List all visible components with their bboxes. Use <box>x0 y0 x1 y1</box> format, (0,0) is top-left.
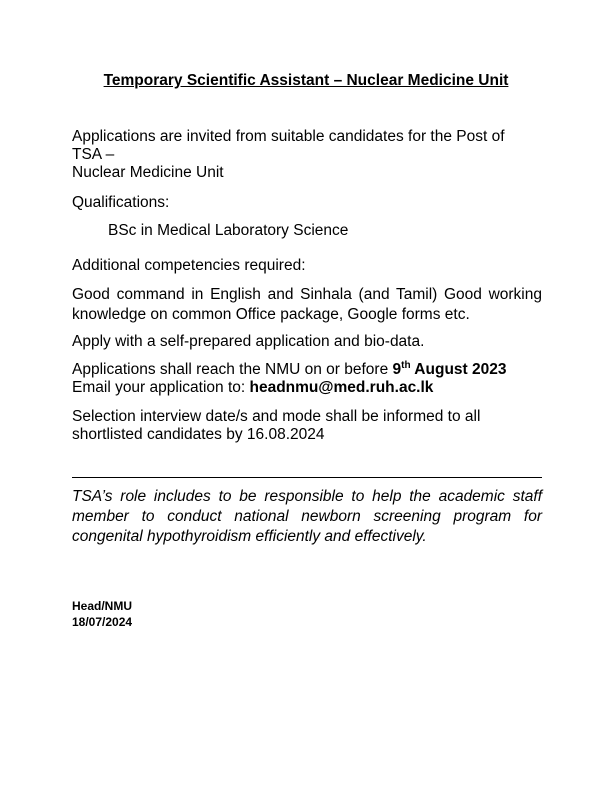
apply-paragraph <box>72 333 542 351</box>
deadline-paragraph <box>72 361 542 397</box>
selection-paragraph <box>72 408 542 444</box>
qualification-item-text: BSc in Medical Laboratory Science <box>108 222 349 239</box>
competencies-heading-text: Additional competencies required: <box>72 257 306 274</box>
signature-block <box>72 598 132 630</box>
deadline-day: 9 <box>392 361 402 378</box>
qualifications-heading-text: Qualifications: <box>72 194 170 211</box>
page-title: Temporary Scientific Assistant – Nuclear Medicine Unit <box>103 72 509 89</box>
competencies-paragraph <box>72 285 542 325</box>
deadline-prefix: Applications shall reach the NMU on or before <box>72 361 393 378</box>
qualifications-heading <box>72 194 542 212</box>
selection-line-2: shortlisted candidates by 16.08.2024 <box>72 426 325 443</box>
intro-line-1: Applications are invited from suitable candidates for the Post of <box>72 128 505 145</box>
qualification-item <box>72 222 578 240</box>
deadline-suffix: th <box>401 359 411 371</box>
intro-paragraph <box>72 128 542 182</box>
deadline-line <box>72 361 542 379</box>
intro-line-2: TSA – <box>72 146 115 163</box>
apply-text: Apply with a self-prepared application and bio-data. <box>72 333 425 350</box>
signature-name: Head/NMU <box>72 599 133 613</box>
email-address[interactable]: headnmu@med.ruh.ac.lk <box>249 379 434 396</box>
signature-date: 18/07/2024 <box>72 615 133 629</box>
horizontal-divider <box>72 477 542 478</box>
email-line <box>72 379 542 397</box>
competencies-heading <box>72 257 542 275</box>
role-note: TSA’s role includes to be responsible to help the academic staff member to conduct national newborn screening program for congenital hypothyroidism efficiently and effectively. <box>72 488 542 545</box>
selection-line-1: Selection interview date/s and mode shall be informed to all <box>72 408 481 425</box>
email-prefix: Email your application to: <box>72 379 250 396</box>
competencies-text: Good command in English and Sinhala (and Tamil) Good working knowledge on common Office package, Google forms etc. <box>72 286 542 323</box>
deadline-month-year: August 2023 <box>410 361 507 378</box>
intro-line-3: Nuclear Medicine Unit <box>72 164 224 181</box>
